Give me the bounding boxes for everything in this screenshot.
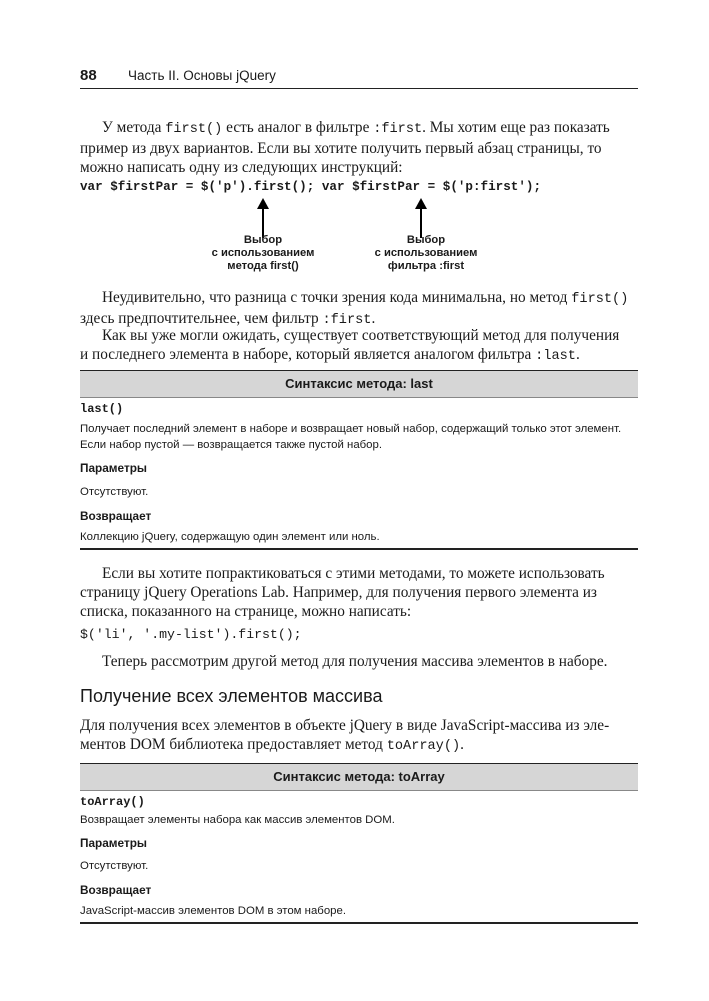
returns-text: Коллекцию jQuery, содержащую один элемент или ноль. (80, 531, 380, 543)
running-title: Часть II. Основы jQuery (128, 68, 276, 83)
paragraph-next (80, 652, 642, 671)
params-text: Отсутствуют. (80, 486, 149, 498)
method-signature: last() (80, 402, 124, 416)
paragraph-last-intro (80, 326, 642, 366)
page-header (80, 64, 638, 89)
paragraph-line: У метода first() есть аналог в фильтре :first. Мы хотим еще раз показать (102, 119, 610, 137)
paragraph-line: Для получения всех элементов в объекте jQuery в виде JavaScript-массива из эле- (80, 717, 610, 734)
method-description: Получает последний элемент в наборе и возвращает новый набор, содержащий только этот элемент. Если набор пустой — возвращается также пустой набор. (80, 423, 622, 451)
paragraph-line: и последнего элемента в наборе, который является аналогом фильтра :last. (80, 346, 580, 364)
page-number: 88 (80, 67, 97, 84)
paragraph-line: пример из двух вариантов. Если вы хотите получить первый абзац страницы, то (80, 140, 602, 157)
paragraph-toarray-intro (80, 716, 642, 756)
syntax-box-title: Синтаксис метода: last (80, 370, 638, 398)
syntax-box-title: Синтаксис метода: toArray (80, 763, 638, 791)
method-signature: toArray() (80, 795, 145, 809)
code-example-lab: $('li', '.my-list').first(); (80, 627, 302, 642)
paragraph-line: Теперь рассмотрим другой метод для получения массива элементов в наборе. (102, 653, 608, 670)
paragraph-intro (80, 118, 642, 177)
paragraph-line: Если вы хотите попрактиковаться с этими методами, то можете использовать (102, 565, 605, 582)
paragraph-line: списка, показанного на странице, можно написать: (80, 603, 412, 620)
paragraph-comparison (80, 288, 642, 330)
paragraph-line: страницу jQuery Operations Lab. Например, для получения первого элемента из (80, 584, 597, 601)
method-description: Возвращает элементы набора как массив элементов DOM. (80, 814, 395, 826)
callout-filter-first: Выбор с использованием фильтра :first (374, 234, 478, 272)
returns-text: JavaScript-массив элементов DOM в этом наборе. (80, 905, 346, 917)
section-heading: Получение всех элементов массива (80, 686, 383, 706)
params-text: Отсутствуют. (80, 860, 149, 872)
params-label: Параметры (80, 836, 147, 850)
syntax-box-bottom-rule (80, 922, 638, 924)
paragraph-line: можно написать одну из следующих инструкций: (80, 159, 403, 176)
paragraph-line: Неудивительно, что разница с точки зрения кода минимальна, но метод first() (102, 289, 629, 307)
paragraph-line: здесь предпочтительнее, чем фильтр :first. (80, 310, 376, 328)
paragraph-line: ментов DOM библиотека предоставляет метод toArray(). (80, 736, 464, 754)
code-example-first: var $firstPar = $('p').first(); var $firstPar = $('p:first'); (80, 180, 542, 194)
returns-label: Возвращает (80, 883, 152, 897)
returns-label: Возвращает (80, 509, 152, 523)
params-label: Параметры (80, 461, 147, 475)
paragraph-line: Как вы уже могли ожидать, существует соответствующий метод для получения (102, 327, 620, 344)
paragraph-lab (80, 564, 642, 621)
syntax-box-bottom-rule (80, 548, 638, 550)
callout-method-first: Выбор с использованием метода first() (211, 234, 315, 272)
